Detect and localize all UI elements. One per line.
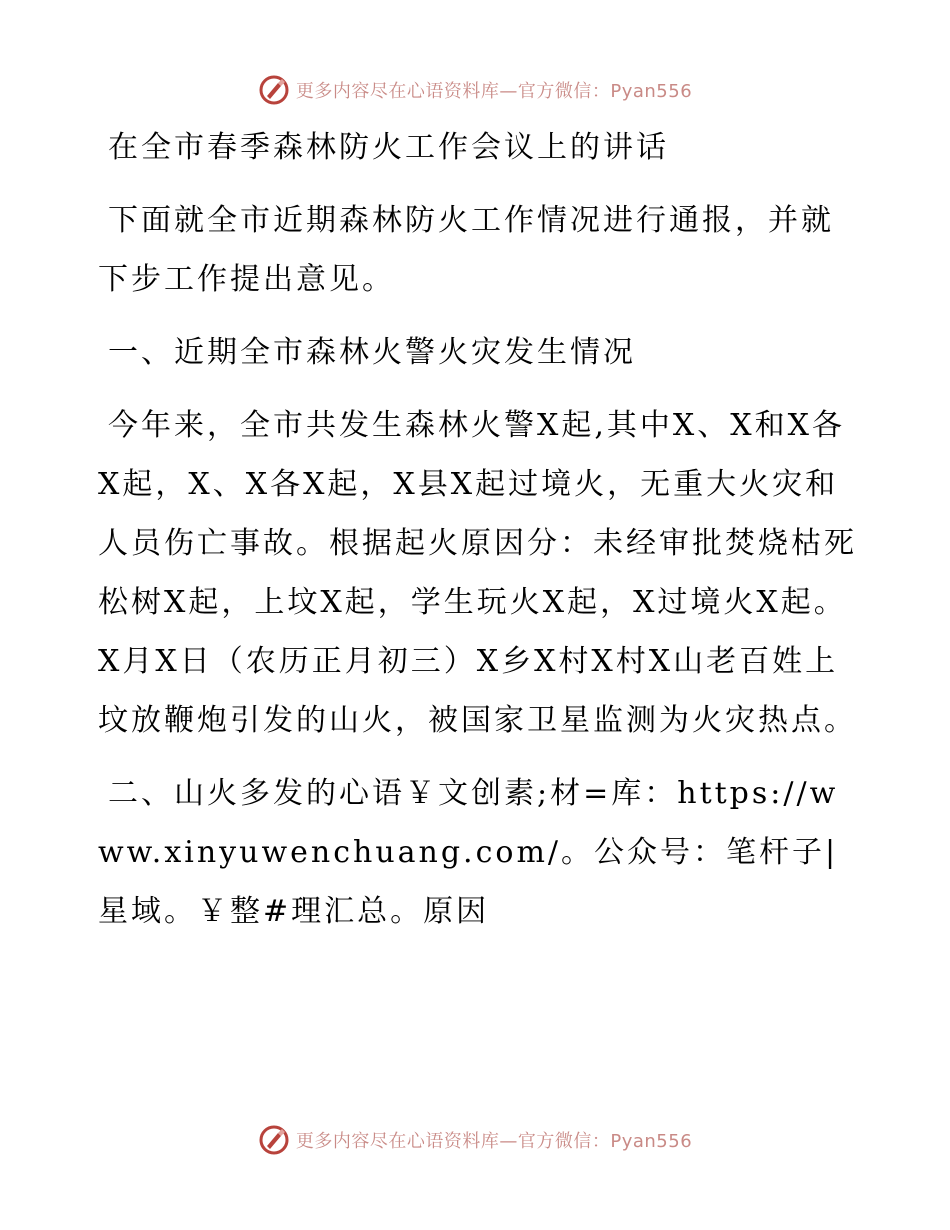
section1-heading: 一、近期全市森林火警火灾发生情况 [108, 335, 636, 370]
document-body [98, 118, 858, 955]
watermark-text: 更多内容尽在心语资料库—官方微信：Pyan556 [295, 1131, 693, 1152]
section2-heading: 二、山火多发的心语￥文创素;材=库：https://www.xinyuwenchuang.com/。公众号：笔杆子|星域。￥整#理汇总。原因 [98, 776, 839, 929]
watermark-banner-bottom [0, 1120, 950, 1160]
watermark-text: 更多内容尽在心语资料库—官方微信：Pyan556 [295, 81, 693, 102]
document-title: 在全市春季森林防火工作会议上的讲话 [108, 130, 669, 165]
seal-logo-icon [258, 74, 290, 106]
intro-paragraph: 下面就全市近期森林防火工作情况进行通报，并就下步工作提出意见。 [98, 203, 834, 297]
section1-paragraph: 今年来，全市共发生森林火警X起,其中X、X和X各X起，X、X各X起，X县X起过境火，无重大火灾和人员伤亡事故。根据起火原因分：未经审批焚烧枯死松树X起，上坟X起，学生玩火X起，X过境火X起。X月X日（农历正月初三）X乡X村X村X山老百姓上坟放鞭炮引发的山火，被国家卫星监测为火灾热点。 [98, 408, 857, 738]
watermark-banner-top [0, 70, 950, 110]
seal-logo-icon [258, 1124, 290, 1156]
